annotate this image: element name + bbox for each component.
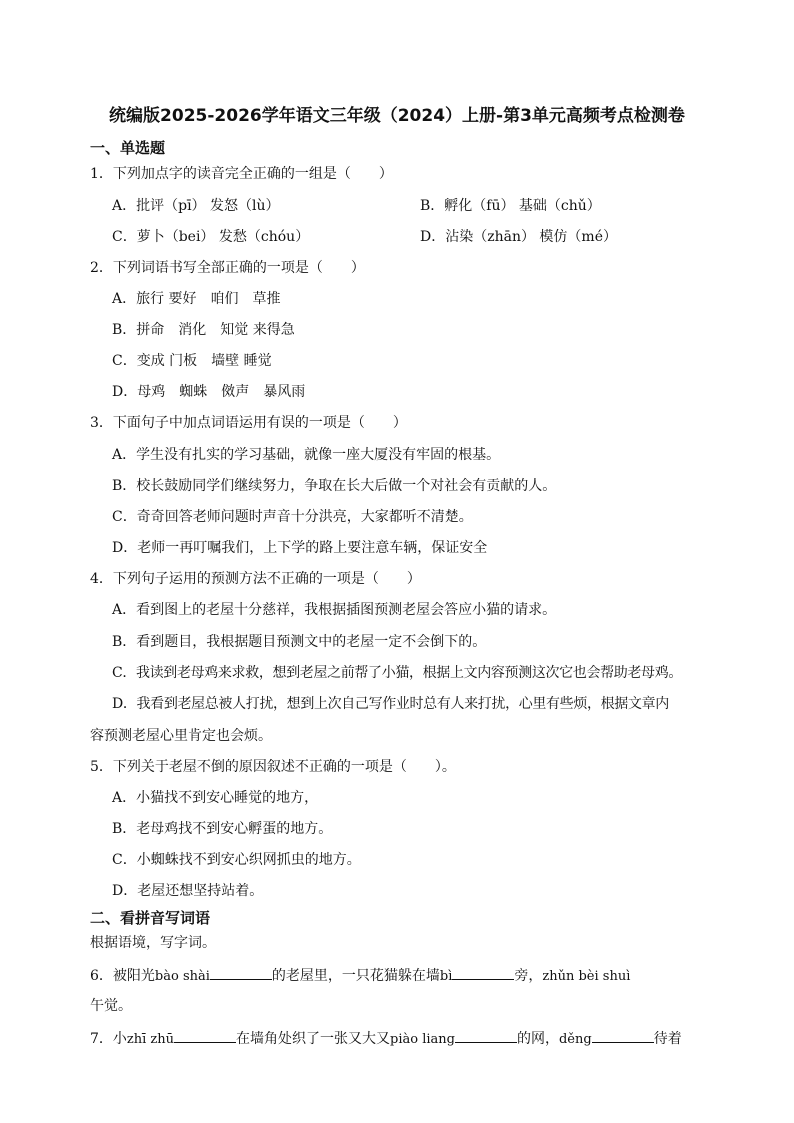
question-4-option-a: A．看到图上的老屋十分慈祥，我根据插图预测老屋会答应小猫的请求。 — [112, 602, 557, 618]
question-1-stem: 1．下列加点字的读音完全正确的一组是（ ） — [90, 166, 393, 182]
question-6-text-1: 6．被阳光 — [90, 968, 155, 984]
exam-title: 统编版2025-2026学年语文三年级（2024）上册-第3单元高频考点检测卷 — [109, 106, 685, 126]
question-6-text-3: 旁， — [514, 968, 543, 984]
question-1-option-d: D．沾染（zhān） 模仿（mé） — [420, 229, 617, 245]
question-6-pinyin-2: bì — [439, 969, 453, 984]
question-6-continued — [90, 996, 132, 1016]
question-5-stem: 5．下列关于老屋不倒的原因叙述不正确的一项是（ ）。 — [90, 759, 456, 775]
question-5-option-a: A．小猫找不到安心睡觉的地方， — [112, 790, 319, 806]
question-7-pinyin-3: děng — [558, 1032, 592, 1047]
question-5-option-c: C．小蜘蛛找不到安心织网抓虫的地方。 — [112, 852, 361, 868]
section-heading-pinyin: 二、看拼音写词语 — [90, 909, 211, 927]
question-4-option-d: D．我看到老屋总被人打扰，想到上次自己写作业时总有人来打扰，心里有些烦，根据文章内 — [112, 696, 669, 712]
question-6-pinyin-3: zhǔn bèi shuì — [542, 969, 631, 984]
question-6-blank-2[interactable] — [452, 965, 514, 980]
question-5-option-b: B．老母鸡找不到安心孵蛋的地方。 — [112, 821, 333, 837]
question-4-option-b: B．看到题目，我根据题目预测文中的老屋一定不会倒下的。 — [112, 634, 487, 650]
question-3-option-d: D．老师一再叮嘱我们，上下学的路上要注意车辆，保证安全 — [112, 540, 488, 556]
question-6-text-4: 午觉。 — [90, 998, 132, 1014]
question-4-option-c: C．我读到老母鸡来求救，想到老屋之前帮了小猫，根据上文内容预测这次它也会帮助老母鸡。 — [112, 665, 683, 681]
question-7-pinyin-2: piào liang — [390, 1032, 455, 1047]
question-4-stem: 4．下列句子运用的预测方法不正确的一项是（ ） — [90, 571, 421, 587]
question-1-option-a: A．批评（pī） 发怒（lù） — [112, 198, 280, 214]
question-7-text-1: 7．小 — [90, 1031, 127, 1047]
section-2-intro: 根据语境，写字词。 — [90, 935, 216, 951]
question-6-pinyin-1: bào shài — [154, 969, 210, 984]
question-2-option-a: A．旅行 要好 咱们 草推 — [112, 291, 281, 307]
question-4-option-d-continued: 容预测老屋心里肯定也会烦。 — [90, 728, 272, 744]
question-3-option-c: C．奇奇回答老师问题时声音十分洪亮，大家都听不清楚。 — [112, 509, 473, 525]
question-7-blank-3[interactable] — [592, 1028, 654, 1043]
question-6-blank-1[interactable] — [210, 965, 272, 980]
question-5-option-d: D．老屋还想坚持站着。 — [112, 883, 264, 899]
question-2-stem: 2．下列词语书写全部正确的一项是（ ） — [90, 260, 365, 276]
question-7-text-4: 待着 — [653, 1031, 682, 1047]
question-7-blank-2[interactable] — [455, 1028, 517, 1043]
question-7-pinyin-1: zhī zhū — [126, 1032, 175, 1047]
question-1-option-b: B．孵化（fū） 基础（chǔ） — [420, 198, 601, 214]
question-3-option-a: A．学生没有扎实的学习基础，就像一座大厦没有牢固的根基。 — [112, 447, 501, 463]
question-7-line — [90, 1028, 682, 1050]
question-1-option-c: C．萝卜（bei） 发愁（chóu） — [112, 229, 310, 245]
question-7-text-3: 的网， — [516, 1031, 559, 1047]
question-3-option-b: B．校长鼓励同学们继续努力，争取在长大后做一个对社会有贡献的人。 — [112, 478, 557, 494]
question-3-stem: 3．下面句子中加点词语运用有误的一项是（ ） — [90, 415, 407, 431]
question-6-text-2: 的老屋里，一只花猫躲在墙 — [271, 968, 440, 984]
question-7-text-2: 在墙角处织了一张又大又 — [236, 1031, 391, 1047]
question-2-option-c: C．变成 门板 墙壁 睡觉 — [112, 353, 272, 369]
question-6-line — [90, 965, 630, 987]
section-heading-single-choice: 一、单选题 — [90, 139, 166, 157]
question-2-option-b: B．拼命 消化 知觉 来得急 — [112, 322, 295, 338]
question-2-option-d: D．母鸡 蜘蛛 傚声 暴风雨 — [112, 384, 306, 400]
question-7-blank-1[interactable] — [174, 1028, 236, 1043]
